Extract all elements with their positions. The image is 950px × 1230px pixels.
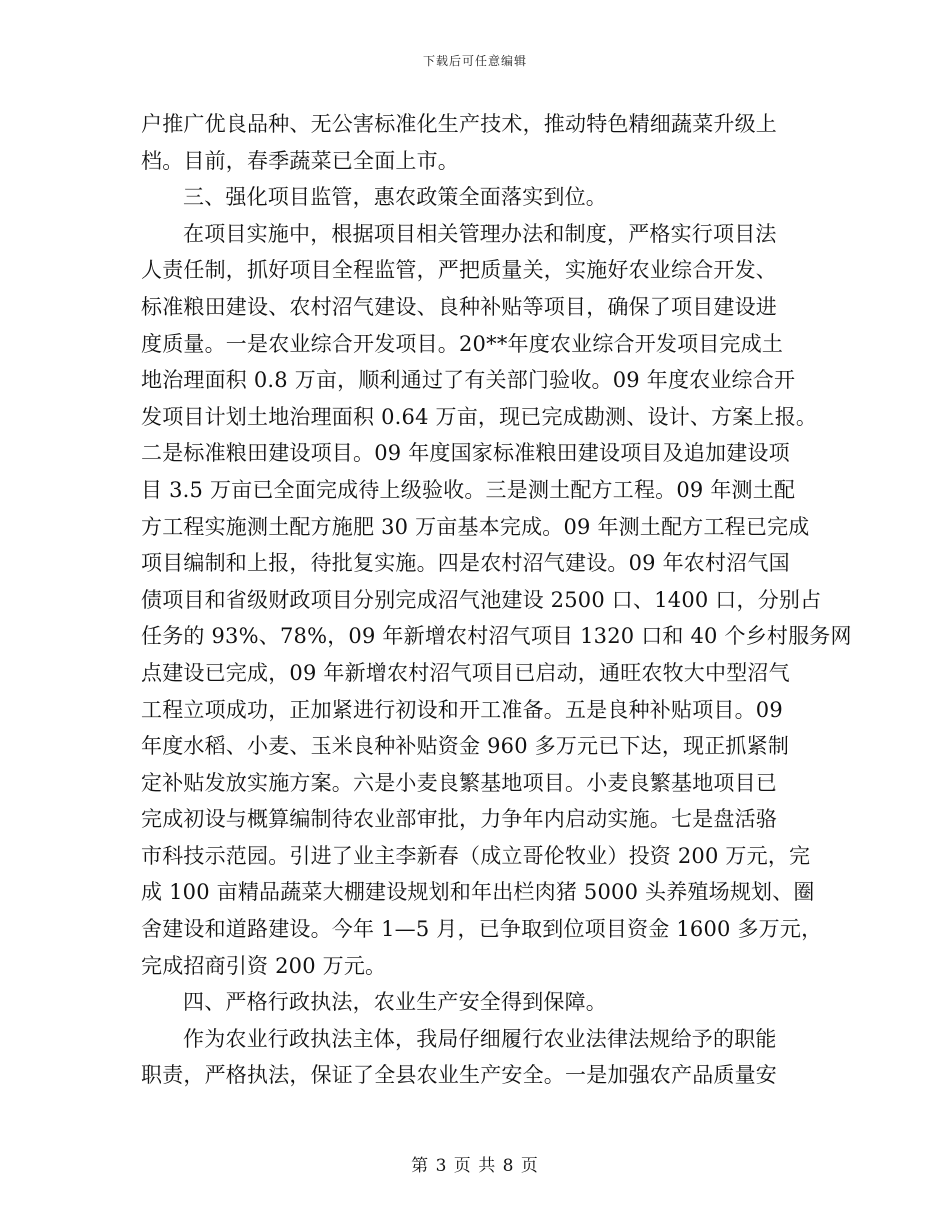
text-line: 二是标准粮田建设项目。09 年度国家标准粮田建设项目及追加建设项 bbox=[141, 441, 790, 466]
text-line: 定补贴发放实施方案。六是小麦良繁基地项目。小麦良繁基地项目已 bbox=[141, 770, 777, 795]
text-line: 目 3.5 万亩已全面完成待上级验收。三是测土配方工程。09 年测土配 bbox=[141, 477, 796, 502]
text-line: 标准粮田建设、农村沼气建设、良种补贴等项目，确保了项目建设进 bbox=[141, 294, 777, 319]
text-line: 方工程实施测土配方施肥 30 万亩基本完成。09 年测土配方工程已完成 bbox=[141, 514, 810, 539]
text-line: 完成招商引资 200 万元。 bbox=[141, 953, 387, 978]
text-line: 年度水稻、小麦、玉米良种补贴资金 960 多万元已下达，现正抓紧制 bbox=[141, 734, 790, 759]
section-heading: 四、严格行政执法，农业生产安全得到保障。 bbox=[183, 990, 607, 1015]
paragraph-start: 作为农业行政执法主体，我局仔细履行农业法律法规给予的职能 bbox=[183, 1026, 777, 1051]
text-line: 舍建设和道路建设。今年 1—5 月，已争取到位项目资金 1600 多万元， bbox=[141, 917, 823, 942]
text-line: 职责，严格执法，保证了全县农业生产安全。一是加强农产品质量安 bbox=[141, 1063, 777, 1088]
text-line: 档。目前，春季蔬菜已全面上市。 bbox=[141, 148, 459, 173]
page-footer: 第 3 页 共 8 页 bbox=[411, 1156, 539, 1176]
text-line: 完成初设与概算编制待农业部审批，力争年内启动实施。七是盘活骆 bbox=[141, 807, 777, 832]
text-line: 项目编制和上报，待批复实施。四是农村沼气建设。09 年农村沼气国 bbox=[141, 551, 790, 576]
document-body bbox=[141, 106, 852, 1094]
text-line: 地治理面积 0.8 万亩，顺利通过了有关部门验收。09 年度农业综合开 bbox=[141, 368, 796, 393]
text-line: 债项目和省级财政项目分别完成沼气池建设 2500 口、1400 口，分别占 bbox=[141, 587, 822, 612]
text-line: 任务的 93%、78%，09 年新增农村沼气项目 1320 口和 40 个乡村服务网 bbox=[141, 624, 852, 649]
page-header: 下载后可任意编辑 bbox=[422, 54, 527, 68]
text-line: 人责任制，抓好项目全程监管，严把质量关，实施好农业综合开发、 bbox=[141, 258, 777, 283]
paragraph-start: 在项目实施中，根据项目相关管理办法和制度，严格实行项目法 bbox=[183, 221, 777, 246]
text-line: 工程立项成功，正加紧进行初设和开工准备。五是良种补贴项目。09 bbox=[141, 697, 783, 722]
text-line: 发项目计划土地治理面积 0.64 万亩，现已完成勘测、设计、方案上报。 bbox=[141, 404, 818, 429]
text-line: 户推广优良品种、无公害标准化生产技术，推动特色精细蔬菜升级上 bbox=[141, 112, 777, 136]
text-line: 市科技示范园。引进了业主李新春（成立哥伦牧业）投资 200 万元，完 bbox=[141, 843, 811, 868]
text-line: 成 100 亩精品蔬菜大棚建设规划和年出栏肉猪 5000 头养殖场规划、圈 bbox=[141, 880, 815, 905]
text-line: 度质量。一是农业综合开发项目。20**年度农业综合开发项目完成土 bbox=[141, 331, 784, 356]
text-line: 点建设已完成，09 年新增农村沼气项目已启动，通旺农牧大中型沼气 bbox=[141, 660, 790, 685]
section-heading: 三、强化项目监管，惠农政策全面落实到位。 bbox=[183, 185, 607, 210]
